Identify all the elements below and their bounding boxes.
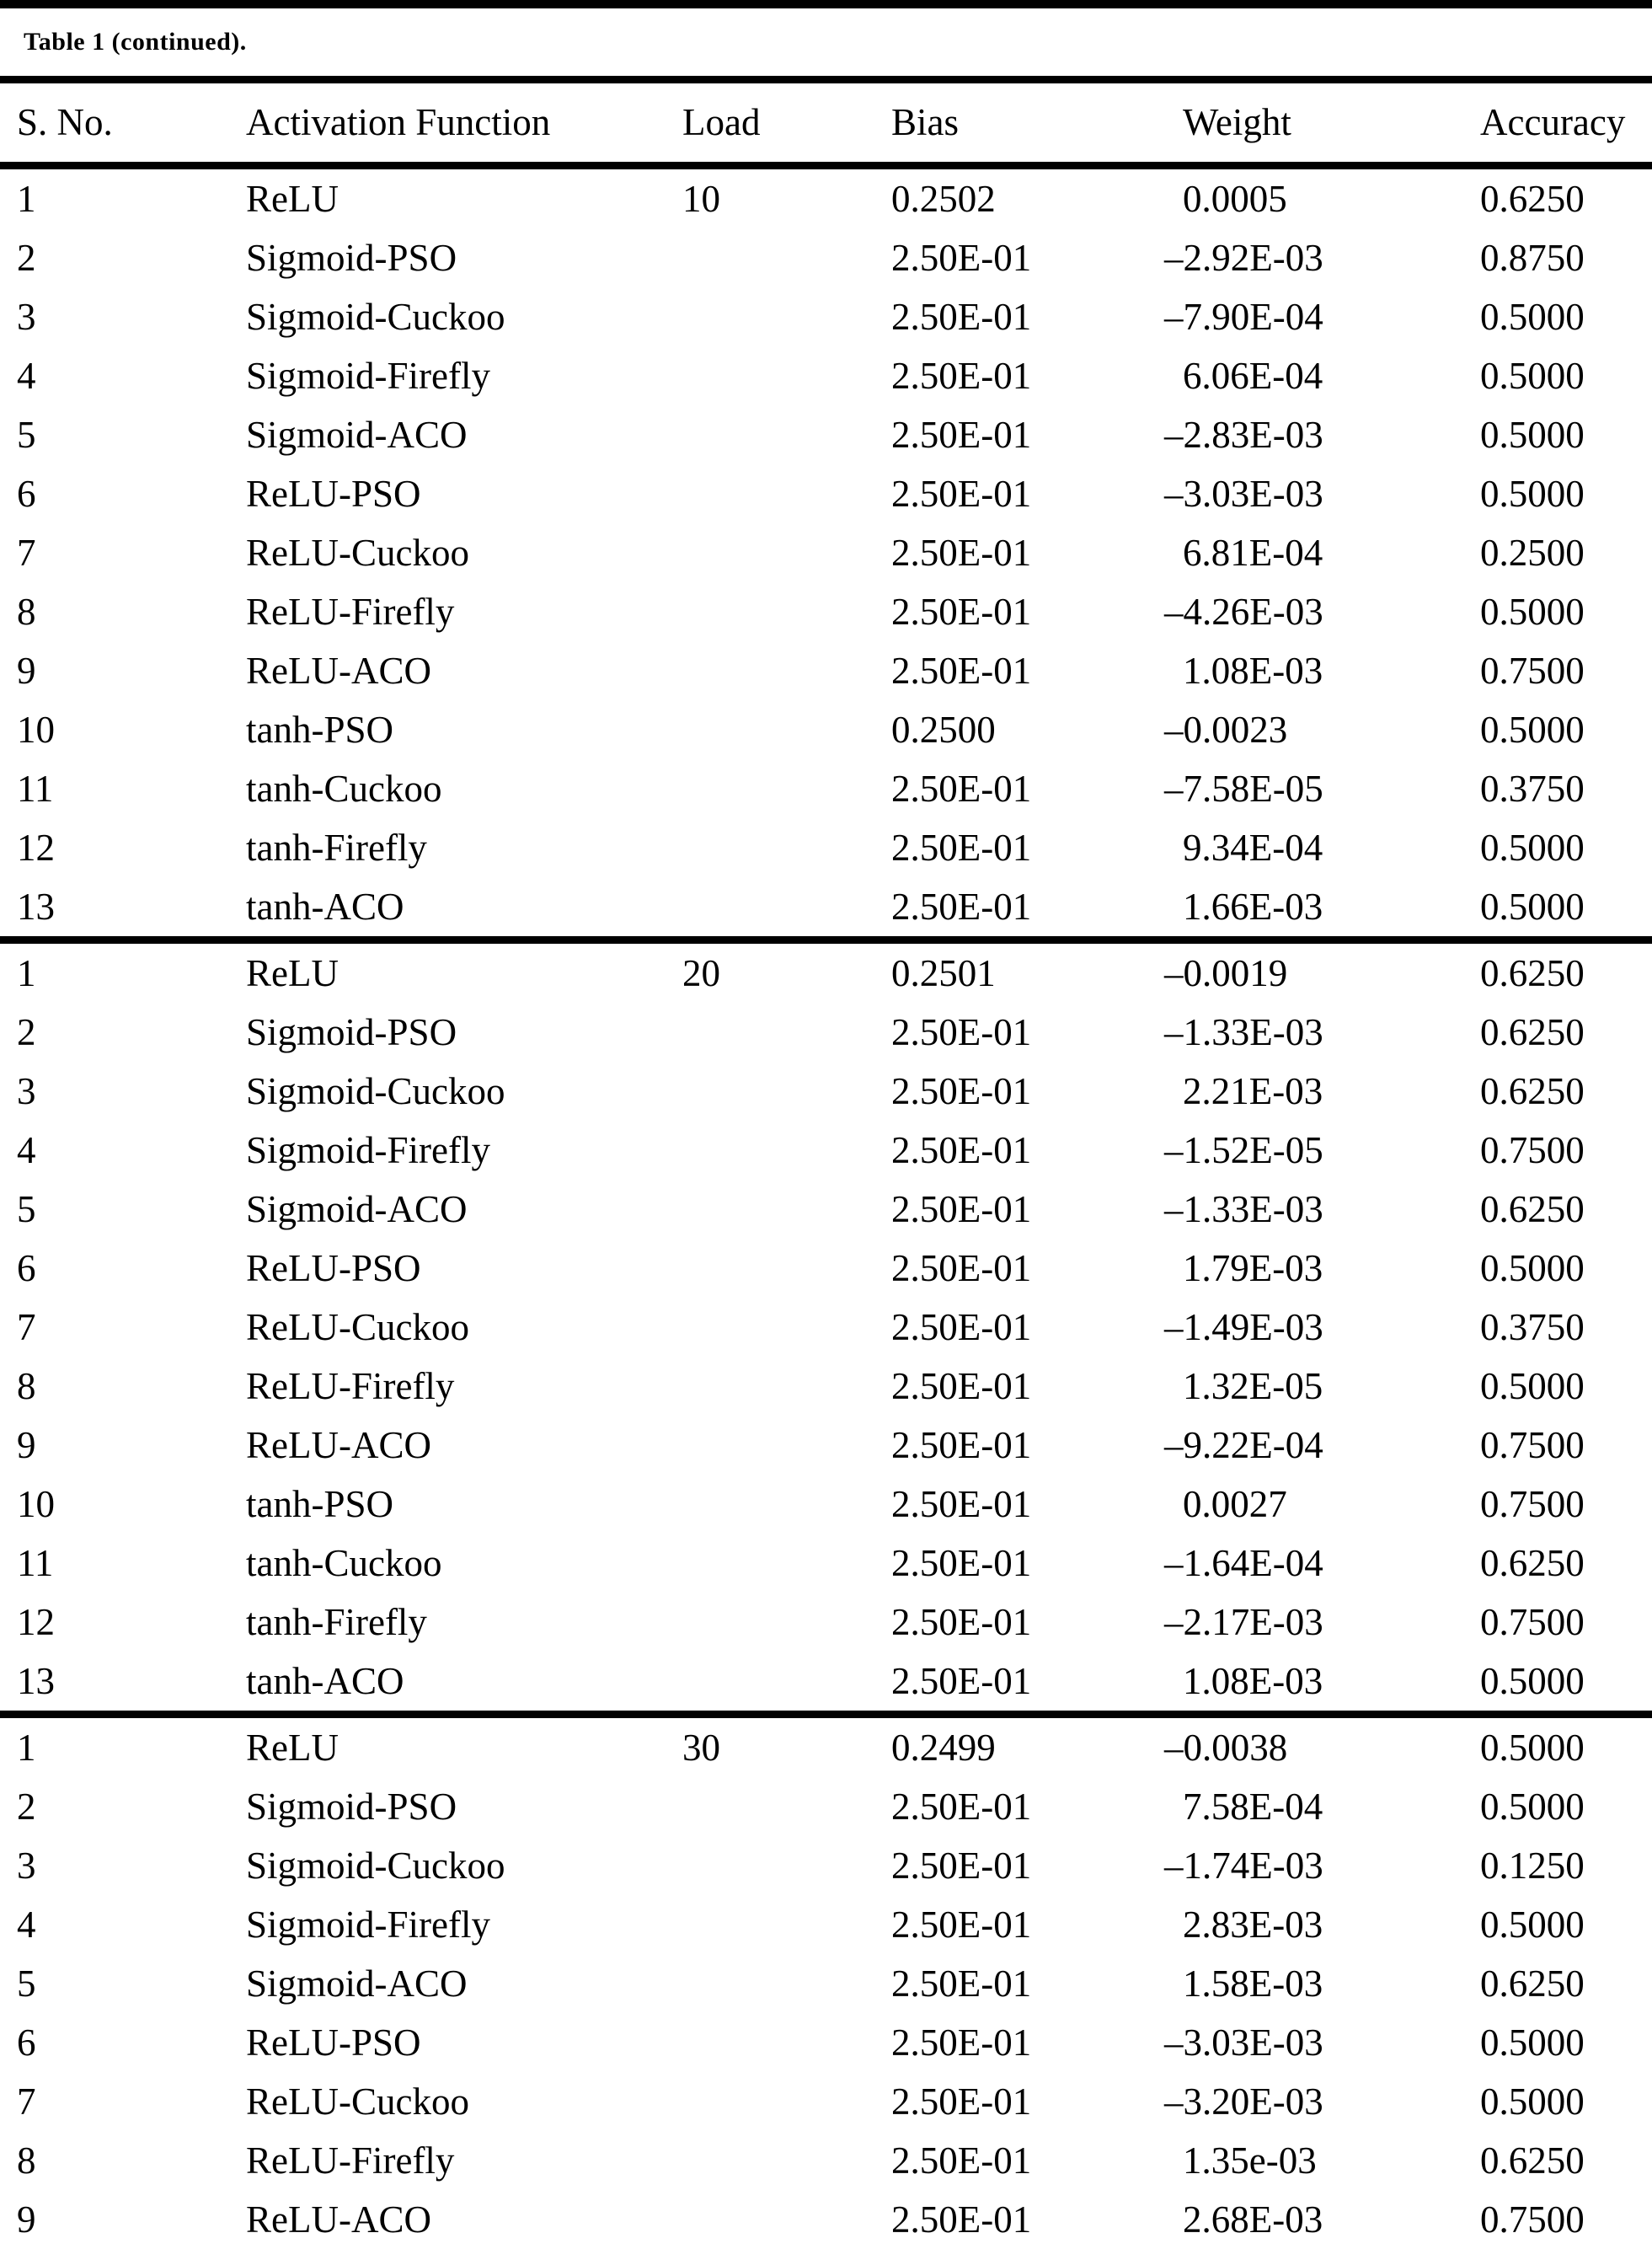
cell-bias: 2.50E-01: [891, 532, 1032, 574]
cell-weight: –1.49E-03: [1164, 1306, 1323, 1348]
cell-accuracy: 0.3750: [1480, 1306, 1585, 1348]
cell-weight: 1.58E-03: [1183, 1963, 1323, 2005]
cell-serial-number: 2: [17, 1011, 36, 1053]
column-header-serial-number: S. No.: [17, 101, 113, 143]
cell-serial-number: 8: [17, 1365, 36, 1407]
table-row: [0, 1239, 1652, 1298]
cell-weight: 1.66E-03: [1183, 886, 1323, 928]
cell-serial-number: 2: [17, 237, 36, 279]
cell-serial-number: 8: [17, 2139, 36, 2182]
cell-serial-number: 9: [17, 1424, 36, 1466]
cell-weight: –9.22E-04: [1164, 1424, 1323, 1466]
cell-bias: 2.50E-01: [891, 1424, 1032, 1466]
cell-serial-number: 4: [17, 1904, 36, 1946]
cell-serial-number: 4: [17, 355, 36, 397]
table-row: [0, 1895, 1652, 1954]
cell-serial-number: 4: [17, 1129, 36, 1171]
cell-activation-function: ReLU-Firefly: [246, 2139, 455, 2182]
table-row: [0, 1416, 1652, 1475]
cell-weight: 2.68E-03: [1183, 2198, 1323, 2241]
cell-weight: 1.08E-03: [1183, 1660, 1323, 1702]
cell-accuracy: 0.5000: [1480, 1786, 1585, 1828]
cell-activation-function: Sigmoid-Cuckoo: [246, 1845, 505, 1887]
cell-weight: 9.34E-04: [1183, 827, 1323, 869]
cell-activation-function: ReLU-Cuckoo: [246, 1306, 469, 1348]
cell-accuracy: 0.5000: [1480, 827, 1585, 869]
cell-activation-function: Sigmoid-Cuckoo: [246, 1070, 505, 1112]
cell-serial-number: 5: [17, 1963, 36, 2005]
cell-accuracy: 0.5000: [1480, 2080, 1585, 2123]
cell-weight: –3.03E-03: [1164, 473, 1323, 515]
cell-accuracy: 0.5000: [1480, 1365, 1585, 1407]
cell-activation-function: ReLU: [246, 952, 339, 994]
cell-bias: 0.2499: [891, 1727, 996, 1769]
table-row: [0, 818, 1652, 877]
cell-serial-number: 7: [17, 532, 36, 574]
cell-bias: 2.50E-01: [891, 1247, 1032, 1289]
cell-weight: 1.32E-05: [1183, 1365, 1323, 1407]
cell-weight: –1.33E-03: [1164, 1011, 1323, 1053]
table-row: [0, 641, 1652, 700]
cell-activation-function: Sigmoid-PSO: [246, 1786, 457, 1828]
cell-accuracy: 0.5000: [1480, 473, 1585, 515]
cell-bias: 2.50E-01: [891, 1786, 1032, 1828]
cell-weight: –2.17E-03: [1164, 1601, 1323, 1643]
table-row: [0, 1718, 1652, 1777]
table-body: [0, 169, 1652, 2249]
cell-weight: 1.08E-03: [1183, 650, 1323, 692]
cell-serial-number: 11: [17, 1542, 54, 1584]
cell-accuracy: 0.5000: [1480, 1247, 1585, 1289]
cell-activation-function: ReLU-Cuckoo: [246, 2080, 469, 2123]
cell-bias: 2.50E-01: [891, 1011, 1032, 1053]
table-row: [0, 1954, 1652, 2013]
cell-activation-function: tanh-Cuckoo: [246, 1542, 442, 1584]
cell-weight: –4.26E-03: [1164, 591, 1323, 633]
table-row: [0, 1357, 1652, 1416]
cell-bias: 2.50E-01: [891, 1660, 1032, 1702]
cell-serial-number: 6: [17, 2021, 36, 2064]
cell-activation-function: tanh-Firefly: [246, 827, 427, 869]
cell-accuracy: 0.7500: [1480, 1601, 1585, 1643]
table-row: [0, 1121, 1652, 1180]
cell-bias: 0.2501: [891, 952, 996, 994]
table-row: [0, 2072, 1652, 2131]
cell-bias: 2.50E-01: [891, 296, 1032, 338]
cell-activation-function: ReLU-Firefly: [246, 1365, 455, 1407]
cell-serial-number: 12: [17, 827, 55, 869]
cell-weight: 1.35e-03: [1183, 2139, 1317, 2182]
cell-accuracy: 0.6250: [1480, 1188, 1585, 1230]
cell-bias: 2.50E-01: [891, 1129, 1032, 1171]
cell-accuracy: 0.6250: [1480, 952, 1585, 994]
cell-activation-function: Sigmoid-Firefly: [246, 1129, 490, 1171]
table-row: [0, 1593, 1652, 1652]
table-row: [0, 464, 1652, 523]
cell-serial-number: 1: [17, 1727, 36, 1769]
cell-load: 30: [682, 1727, 720, 1769]
cell-bias: 2.50E-01: [891, 414, 1032, 456]
cell-activation-function: tanh-PSO: [246, 709, 394, 751]
cell-activation-function: Sigmoid-Cuckoo: [246, 296, 505, 338]
cell-weight: 6.81E-04: [1183, 532, 1323, 574]
cell-load: 20: [682, 952, 720, 994]
cell-bias: 2.50E-01: [891, 1542, 1032, 1584]
cell-activation-function: Sigmoid-PSO: [246, 237, 457, 279]
cell-activation-function: tanh-Firefly: [246, 1601, 427, 1643]
table-row: [0, 1003, 1652, 1062]
block-divider-rule: [0, 1711, 1652, 1718]
cell-activation-function: tanh-PSO: [246, 1483, 394, 1525]
cell-serial-number: 1: [17, 178, 36, 220]
cell-serial-number: 10: [17, 709, 55, 751]
cell-activation-function: Sigmoid-Firefly: [246, 355, 490, 397]
cell-accuracy: 0.6250: [1480, 1963, 1585, 2005]
table-row: [0, 944, 1652, 1003]
cell-accuracy: 0.5000: [1480, 296, 1585, 338]
cell-bias: 2.50E-01: [891, 355, 1032, 397]
cell-serial-number: 9: [17, 650, 36, 692]
table-header-row: [0, 83, 1652, 162]
cell-weight: –0.0038: [1164, 1727, 1288, 1769]
caption-bottom-rule: [0, 76, 1652, 83]
cell-accuracy: 0.5000: [1480, 355, 1585, 397]
cell-bias: 2.50E-01: [891, 1188, 1032, 1230]
cell-bias: 2.50E-01: [891, 237, 1032, 279]
cell-activation-function: Sigmoid-ACO: [246, 414, 468, 456]
cell-bias: 2.50E-01: [891, 1483, 1032, 1525]
cell-bias: 2.50E-01: [891, 2198, 1032, 2241]
table-row: [0, 2131, 1652, 2190]
cell-bias: 0.2500: [891, 709, 996, 751]
cell-serial-number: 11: [17, 768, 54, 810]
cell-accuracy: 0.7500: [1480, 1483, 1585, 1525]
cell-serial-number: 10: [17, 1483, 55, 1525]
cell-activation-function: ReLU-Firefly: [246, 591, 455, 633]
cell-bias: 2.50E-01: [891, 1365, 1032, 1407]
cell-weight: 0.0005: [1183, 178, 1287, 220]
table-row: [0, 1777, 1652, 1836]
cell-serial-number: 6: [17, 473, 36, 515]
cell-activation-function: tanh-Cuckoo: [246, 768, 442, 810]
table-row: [0, 228, 1652, 287]
cell-serial-number: 5: [17, 414, 36, 456]
cell-accuracy: 0.6250: [1480, 178, 1585, 220]
table-caption-text: Table 1 (continued).: [24, 28, 247, 56]
cell-bias: 2.50E-01: [891, 1070, 1032, 1112]
cell-activation-function: ReLU-Cuckoo: [246, 532, 469, 574]
cell-activation-function: ReLU-ACO: [246, 650, 431, 692]
cell-activation-function: ReLU: [246, 1727, 339, 1769]
table-row: [0, 287, 1652, 346]
cell-bias: 2.50E-01: [891, 650, 1032, 692]
cell-weight: –3.03E-03: [1164, 2021, 1323, 2064]
cell-serial-number: 13: [17, 1660, 55, 1702]
cell-weight: –1.52E-05: [1164, 1129, 1323, 1171]
table-caption: [0, 8, 1652, 76]
cell-accuracy: 0.2500: [1480, 532, 1585, 574]
cell-activation-function: ReLU-ACO: [246, 1424, 431, 1466]
cell-accuracy: 0.6250: [1480, 1542, 1585, 1584]
cell-weight: –3.20E-03: [1164, 2080, 1323, 2123]
table-top-rule: [0, 0, 1652, 8]
cell-serial-number: 13: [17, 886, 55, 928]
table-row: [0, 346, 1652, 405]
cell-serial-number: 7: [17, 1306, 36, 1348]
cell-bias: 2.50E-01: [891, 827, 1032, 869]
column-header-weight: Weight: [1183, 101, 1291, 143]
table-row: [0, 1180, 1652, 1239]
cell-accuracy: 0.7500: [1480, 2198, 1585, 2241]
cell-activation-function: ReLU-PSO: [246, 1247, 421, 1289]
table-row: [0, 1836, 1652, 1895]
table-row: [0, 1062, 1652, 1121]
cell-activation-function: tanh-ACO: [246, 1660, 404, 1702]
cell-accuracy: 0.5000: [1480, 414, 1585, 456]
cell-load: 10: [682, 178, 720, 220]
table-row: [0, 405, 1652, 464]
cell-activation-function: Sigmoid-PSO: [246, 1011, 457, 1053]
cell-serial-number: 6: [17, 1247, 36, 1289]
table-row: [0, 1475, 1652, 1534]
table-row: [0, 700, 1652, 759]
cell-weight: –0.0019: [1164, 952, 1288, 994]
table-row: [0, 1652, 1652, 1711]
cell-accuracy: 0.3750: [1480, 768, 1585, 810]
cell-activation-function: Sigmoid-Firefly: [246, 1904, 490, 1946]
cell-accuracy: 0.6250: [1480, 1011, 1585, 1053]
table-row: [0, 169, 1652, 228]
cell-serial-number: 3: [17, 1845, 36, 1887]
cell-activation-function: tanh-ACO: [246, 886, 404, 928]
cell-weight: –2.92E-03: [1164, 237, 1323, 279]
cell-accuracy: 0.5000: [1480, 1727, 1585, 1769]
cell-serial-number: 12: [17, 1601, 55, 1643]
table-row: [0, 1298, 1652, 1357]
cell-bias: 2.50E-01: [891, 1963, 1032, 2005]
cell-serial-number: 2: [17, 1786, 36, 1828]
cell-bias: 0.2502: [891, 178, 996, 220]
cell-accuracy: 0.7500: [1480, 1129, 1585, 1171]
table-row: [0, 1534, 1652, 1593]
cell-bias: 2.50E-01: [891, 768, 1032, 810]
table-row: [0, 2013, 1652, 2072]
cell-accuracy: 0.1250: [1480, 1845, 1585, 1887]
cell-activation-function: Sigmoid-ACO: [246, 1188, 468, 1230]
cell-accuracy: 0.5000: [1480, 1660, 1585, 1702]
cell-bias: 2.50E-01: [891, 1904, 1032, 1946]
column-header-bias: Bias: [891, 101, 960, 143]
cell-bias: 2.50E-01: [891, 2139, 1032, 2182]
cell-weight: 0.0027: [1183, 1483, 1287, 1525]
cell-accuracy: 0.7500: [1480, 650, 1585, 692]
cell-accuracy: 0.5000: [1480, 1904, 1585, 1946]
cell-accuracy: 0.8750: [1480, 237, 1585, 279]
cell-weight: 7.58E-04: [1183, 1786, 1323, 1828]
cell-serial-number: 3: [17, 296, 36, 338]
header-bottom-rule: [0, 162, 1652, 169]
cell-weight: –1.33E-03: [1164, 1188, 1323, 1230]
cell-accuracy: 0.6250: [1480, 1070, 1585, 1112]
table-row: [0, 523, 1652, 582]
table-row: [0, 2190, 1652, 2249]
column-header-load: Load: [682, 101, 761, 143]
cell-weight: –0.0023: [1164, 709, 1288, 751]
cell-weight: –2.83E-03: [1164, 414, 1323, 456]
cell-accuracy: 0.5000: [1480, 886, 1585, 928]
cell-weight: –7.90E-04: [1164, 296, 1323, 338]
cell-activation-function: ReLU-PSO: [246, 473, 421, 515]
cell-bias: 2.50E-01: [891, 1306, 1032, 1348]
cell-accuracy: 0.5000: [1480, 709, 1585, 751]
cell-accuracy: 0.7500: [1480, 1424, 1585, 1466]
cell-bias: 2.50E-01: [891, 2080, 1032, 2123]
cell-accuracy: 0.5000: [1480, 2021, 1585, 2064]
table-row: [0, 877, 1652, 936]
cell-bias: 2.50E-01: [891, 2021, 1032, 2064]
table-row: [0, 582, 1652, 641]
cell-activation-function: ReLU-ACO: [246, 2198, 431, 2241]
cell-accuracy: 0.6250: [1480, 2139, 1585, 2182]
cell-activation-function: ReLU-PSO: [246, 2021, 421, 2064]
column-header-accuracy: Accuracy: [1480, 101, 1626, 143]
cell-weight: 6.06E-04: [1183, 355, 1323, 397]
cell-bias: 2.50E-01: [891, 1845, 1032, 1887]
column-header-activation-function: Activation Function: [246, 101, 551, 143]
cell-bias: 2.50E-01: [891, 1601, 1032, 1643]
cell-weight: –1.74E-03: [1164, 1845, 1323, 1887]
cell-activation-function: Sigmoid-ACO: [246, 1963, 468, 2005]
cell-bias: 2.50E-01: [891, 886, 1032, 928]
table-row: [0, 759, 1652, 818]
cell-weight: –7.58E-05: [1164, 768, 1323, 810]
cell-serial-number: 5: [17, 1188, 36, 1230]
cell-weight: 1.79E-03: [1183, 1247, 1323, 1289]
block-divider-rule: [0, 936, 1652, 944]
cell-weight: 2.83E-03: [1183, 1904, 1323, 1946]
cell-serial-number: 3: [17, 1070, 36, 1112]
cell-weight: –1.64E-04: [1164, 1542, 1323, 1584]
cell-bias: 2.50E-01: [891, 591, 1032, 633]
cell-serial-number: 1: [17, 952, 36, 994]
cell-activation-function: ReLU: [246, 178, 339, 220]
cell-serial-number: 9: [17, 2198, 36, 2241]
cell-weight: 2.21E-03: [1183, 1070, 1323, 1112]
cell-serial-number: 7: [17, 2080, 36, 2123]
cell-accuracy: 0.5000: [1480, 591, 1585, 633]
cell-bias: 2.50E-01: [891, 473, 1032, 515]
cell-serial-number: 8: [17, 591, 36, 633]
